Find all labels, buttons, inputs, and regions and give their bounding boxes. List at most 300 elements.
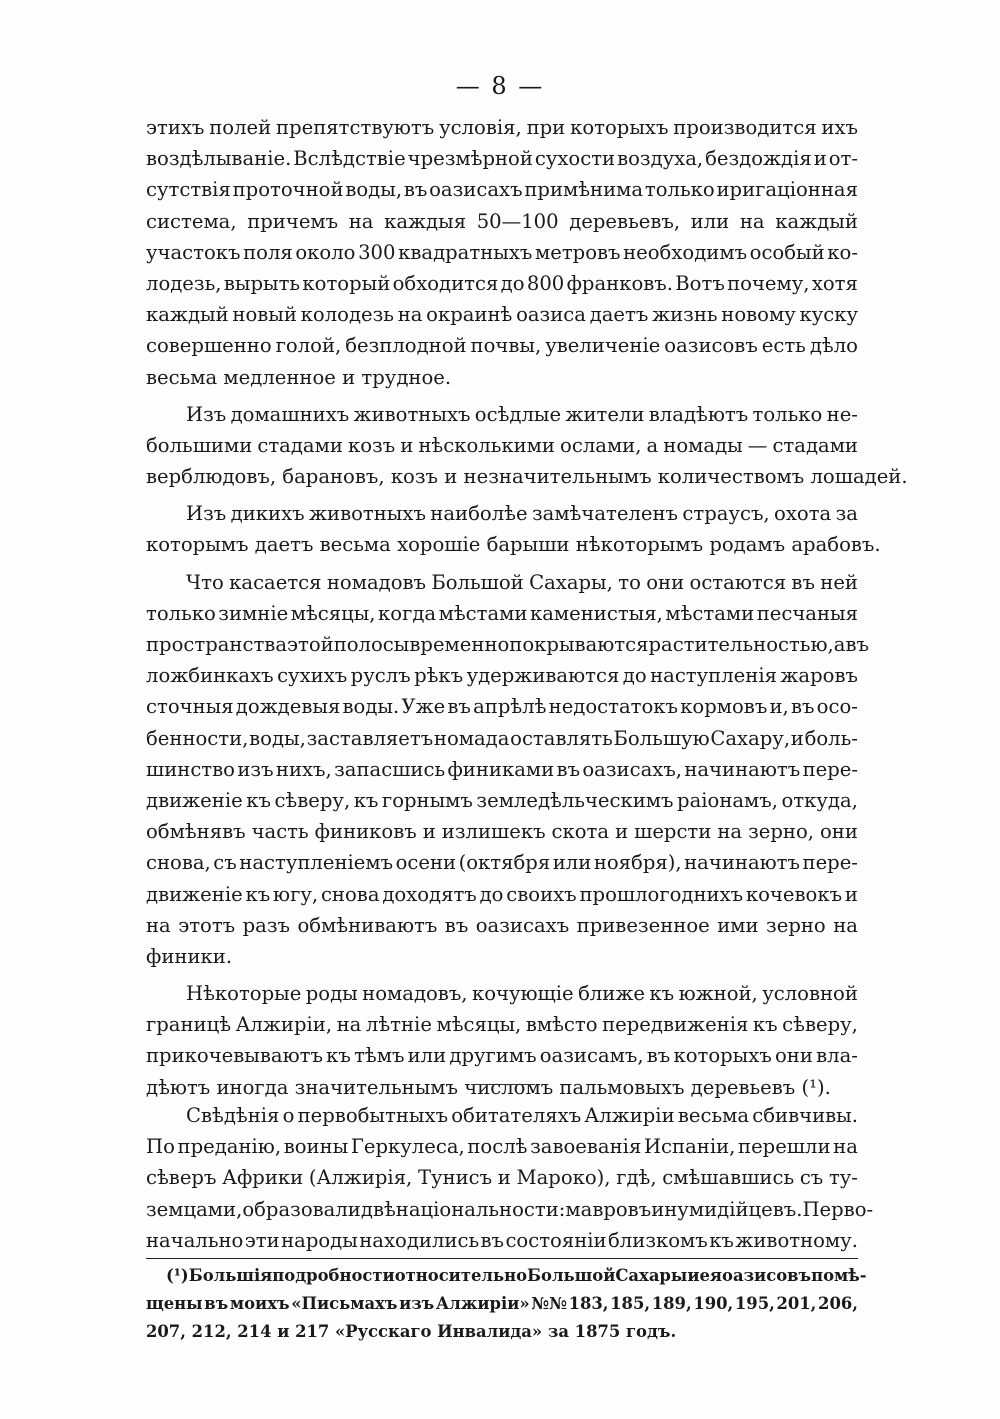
word: другимъ: [449, 1044, 537, 1068]
word: осени: [395, 851, 457, 875]
word: откуда,: [781, 788, 858, 812]
word: песчаныя: [756, 601, 858, 625]
word: страусъ,: [682, 502, 770, 526]
word: воды,: [249, 726, 306, 750]
word: животныхъ: [308, 502, 426, 526]
word: осо-: [816, 695, 858, 719]
word: земледѣльческимъ: [476, 788, 674, 812]
word: и: [687, 1266, 700, 1285]
word: 206,: [818, 1294, 858, 1313]
word: горнымъ: [381, 788, 473, 812]
word: и: [813, 147, 827, 171]
word: 217: [295, 1322, 335, 1341]
word: сѣверъ: [146, 1166, 217, 1190]
word: финиковъ: [314, 820, 417, 844]
word: къ: [353, 788, 379, 812]
word: хотя: [811, 271, 858, 295]
word: Африки: [222, 1166, 304, 1190]
word: номадовъ,: [362, 982, 468, 1006]
word: ближе: [578, 982, 645, 1006]
word: эти: [244, 1228, 280, 1252]
text-line: [146, 754, 858, 785]
word: совершенно: [146, 334, 272, 358]
word: раіонамъ,: [677, 788, 778, 812]
word: 185,: [610, 1294, 651, 1313]
word: вла-: [816, 1044, 858, 1068]
word: щены: [146, 1294, 203, 1313]
word: оазисахъ: [429, 178, 523, 202]
word: ней: [820, 570, 858, 594]
footnote-rule: [146, 1258, 858, 1259]
word: козъ: [390, 465, 445, 489]
word: безплодной: [345, 334, 467, 358]
word: Большія: [188, 1266, 273, 1285]
word: мавровъ: [565, 1197, 652, 1221]
word: медленное: [223, 365, 343, 389]
text-line: [146, 1131, 858, 1162]
word: каждый: [146, 303, 229, 327]
word: сухихъ: [277, 664, 348, 688]
word: шерсти: [634, 820, 712, 844]
word: примѣнима: [524, 178, 644, 202]
word: По: [146, 1135, 175, 1159]
word: въ: [646, 1044, 671, 1068]
word: они: [819, 820, 858, 844]
word: весьма: [319, 533, 398, 557]
word: или: [552, 851, 592, 875]
word: 190,: [693, 1294, 734, 1313]
word: Тунисъ: [417, 1166, 493, 1190]
word: чрезмѣрной: [407, 147, 533, 171]
word: система,: [146, 209, 237, 233]
word: и: [615, 820, 629, 844]
word: оазисовъ: [664, 334, 758, 358]
word: дѣютъ: [146, 1075, 217, 1099]
text-line: [146, 1262, 867, 1290]
word: метровъ: [534, 240, 621, 264]
word: кормовъ: [680, 695, 768, 719]
word: этотъ: [178, 913, 236, 937]
word: жаровъ: [780, 664, 858, 688]
word: земцами,: [146, 1197, 243, 1221]
word: дикихъ: [230, 502, 305, 526]
word: удерживаются: [466, 664, 620, 688]
word: наступленіемъ: [239, 851, 394, 875]
word: оазисахъ: [475, 913, 570, 937]
word: подробности: [272, 1266, 395, 1285]
word: финики.: [146, 944, 233, 968]
word: до: [500, 271, 525, 295]
word: Перво-: [802, 1197, 874, 1221]
word: касается: [229, 570, 322, 594]
word: которыхъ: [570, 116, 669, 139]
word: начинаютъ: [684, 757, 801, 781]
word: значительнымъ: [294, 1075, 465, 1099]
word: «Русскаго: [335, 1322, 438, 1341]
word: лошадей.: [810, 465, 908, 489]
word: иногда: [216, 1075, 295, 1099]
text-line: [146, 362, 858, 393]
word: національности:: [395, 1197, 566, 1221]
word: 214: [237, 1322, 278, 1341]
word: бенности,: [146, 726, 249, 750]
word: хорошіе: [397, 533, 487, 557]
word: а: [646, 433, 659, 457]
text-line: [146, 143, 858, 174]
word: запасшись: [334, 757, 446, 781]
word: своихъ: [506, 882, 577, 906]
word: Сахару,: [710, 726, 791, 750]
word: прошлогоднихъ: [579, 882, 744, 906]
word: дѣло: [809, 334, 858, 358]
text-line: [146, 598, 858, 629]
word: завоеванія: [530, 1135, 642, 1159]
word: 201,: [776, 1294, 817, 1313]
word: «Письмахъ: [291, 1294, 398, 1313]
word: незначительнымъ: [463, 465, 658, 489]
word: этой: [287, 633, 334, 656]
word: наиболѣе: [430, 502, 528, 526]
word: то: [618, 570, 641, 594]
word: югу,: [273, 882, 319, 906]
word: финиками: [447, 757, 555, 781]
word: 195,: [734, 1294, 775, 1313]
word: 50—100: [476, 209, 559, 233]
word: бездождія: [705, 147, 812, 171]
word: сточныя: [146, 695, 234, 719]
word: растительностью,: [648, 633, 834, 656]
word: разъ: [242, 913, 290, 937]
word: (¹): [166, 1266, 189, 1285]
word: Алжиріи»: [435, 1294, 530, 1313]
word: только: [752, 402, 823, 426]
word: на: [348, 209, 374, 233]
text-line: [146, 330, 858, 361]
word: Алжиріи,: [235, 1013, 333, 1037]
word: боль-: [804, 726, 858, 750]
text-line: [146, 1194, 874, 1225]
word: Изъ: [186, 502, 227, 526]
word: дождевыя: [235, 695, 341, 719]
word: пере-: [802, 757, 858, 781]
word: кочующіе: [471, 982, 574, 1006]
text-line: [146, 237, 858, 268]
word: сухости: [534, 147, 616, 171]
word: и: [444, 465, 464, 489]
word: ко-: [827, 240, 858, 264]
word: временно: [409, 633, 510, 656]
word: увеличеніе: [545, 334, 661, 358]
text-line: [146, 1318, 858, 1346]
word: изъ: [237, 757, 274, 781]
word: они: [646, 570, 685, 594]
text-line: [146, 529, 881, 560]
word: южной,: [678, 982, 758, 1006]
word: движеніе: [146, 788, 243, 812]
word: за: [547, 1322, 575, 1341]
text-line: [146, 978, 858, 1009]
word: помѣ-: [811, 1266, 867, 1285]
word: ложбинкахъ: [146, 664, 274, 688]
word: въ: [791, 570, 815, 594]
text-line: [146, 1162, 858, 1193]
word: Что: [186, 570, 224, 594]
word: границѣ: [146, 1013, 232, 1037]
text-line: [146, 268, 858, 299]
word: до: [622, 664, 647, 688]
word: передвиженія: [602, 1013, 749, 1037]
word: тѣмъ: [354, 1044, 405, 1068]
word: жители: [565, 402, 645, 426]
word: окраинѣ: [426, 303, 513, 327]
word: мѣстами: [665, 601, 755, 625]
word: образовали: [242, 1197, 361, 1221]
word: и: [422, 820, 436, 844]
word: 1875: [574, 1322, 626, 1341]
word: когда: [378, 601, 437, 625]
word: въ: [444, 913, 469, 937]
word: Вотъ: [675, 271, 725, 295]
word: пространства: [146, 633, 288, 656]
word: сутствія: [146, 178, 231, 202]
word: зимніе: [218, 601, 289, 625]
word: который: [302, 271, 391, 295]
text-line: [146, 1290, 858, 1318]
word: почвы,: [470, 334, 542, 358]
word: воздуха,: [617, 147, 704, 171]
word: Сахары: [615, 1266, 688, 1285]
word: привезенное: [576, 913, 710, 937]
text-line: [146, 816, 858, 847]
text-line: [146, 299, 858, 330]
text-line: [146, 112, 858, 143]
word: кочевокъ: [745, 882, 843, 906]
word: голой,: [275, 334, 342, 358]
word: наступленія: [650, 664, 777, 688]
word: они: [774, 1044, 813, 1068]
section-two-text: [146, 1100, 874, 1256]
word: ея: [699, 1266, 723, 1285]
word: особый: [749, 240, 825, 264]
word: о: [282, 1104, 295, 1127]
main-text: [146, 112, 908, 1103]
word: козъ: [347, 433, 396, 457]
word: излишекъ: [441, 820, 546, 844]
word: Большой: [431, 570, 524, 594]
word: замѣчателенъ: [531, 502, 679, 526]
word: Алжиріи: [584, 1104, 675, 1127]
word: въ: [447, 695, 471, 719]
word: родамъ: [709, 533, 792, 557]
word: въ: [845, 633, 869, 656]
text-line: [146, 723, 858, 754]
word: животному.: [735, 1228, 858, 1252]
word: двѣ: [360, 1197, 396, 1221]
word: и: [497, 1166, 511, 1190]
word: доходятъ: [382, 882, 477, 906]
word: къ: [649, 982, 675, 1006]
word: воды,: [345, 178, 403, 202]
word: оазисамъ,: [539, 1044, 644, 1068]
word: 212,: [191, 1322, 238, 1341]
word: и: [277, 1322, 296, 1341]
word: годъ.: [626, 1322, 677, 1341]
page-number: — 8 —: [455, 72, 545, 100]
word: весьма: [146, 365, 224, 389]
word: необходимъ: [623, 240, 748, 264]
word: этихъ: [146, 116, 205, 139]
word: большими: [146, 433, 253, 457]
word: скота: [551, 820, 610, 844]
word: пере-: [802, 851, 858, 875]
word: препятствуютъ: [276, 116, 435, 139]
text-line: [146, 1100, 858, 1131]
word: къ: [246, 788, 271, 812]
word: около: [295, 240, 356, 264]
word: только: [644, 178, 715, 202]
word: барыши: [486, 533, 576, 557]
word: причемъ: [247, 209, 339, 233]
word: даетъ: [254, 533, 320, 557]
word: охота: [774, 502, 832, 526]
word: обмѣниваютъ: [297, 913, 438, 937]
word: и: [844, 882, 858, 906]
word: ими: [717, 913, 759, 937]
word: поля: [243, 240, 293, 264]
word: рѣкъ: [414, 664, 464, 688]
word: участокъ: [146, 240, 241, 264]
word: близкомъ: [608, 1228, 708, 1252]
word: домашнихъ: [230, 402, 350, 426]
word: изъ: [399, 1294, 435, 1313]
word: съ: [799, 1166, 824, 1190]
word: Уже: [401, 695, 446, 719]
word: преданію,: [177, 1135, 282, 1159]
word: сѣверу,: [782, 1013, 858, 1037]
word: номадовъ: [326, 570, 426, 594]
word: Вслѣдствіе: [293, 147, 406, 171]
word: обитателяхъ: [451, 1104, 582, 1127]
word: Геркулеса,: [350, 1135, 465, 1159]
word: (Алжирія,: [308, 1166, 413, 1190]
word: ослами,: [560, 433, 642, 457]
word: руслъ: [350, 664, 411, 688]
text-line: [146, 629, 869, 660]
word: вырыть: [223, 271, 301, 295]
word: моихъ: [229, 1294, 290, 1313]
word: а: [833, 633, 846, 656]
word: сѣверу,: [274, 788, 351, 812]
word: находились: [359, 1228, 480, 1252]
word: часть: [251, 820, 309, 844]
word: каменистыя,: [529, 601, 663, 625]
word: мѣстами: [438, 601, 528, 625]
word: начинаютъ: [684, 851, 800, 875]
word: иригаціонная: [716, 178, 858, 202]
word: стадами: [772, 433, 858, 457]
word: почему,: [727, 271, 810, 295]
text-line: [146, 399, 858, 430]
word: и,: [769, 695, 789, 719]
word: въ: [556, 757, 581, 781]
word: полосы: [333, 633, 410, 656]
word: от-: [828, 147, 858, 171]
word: на: [717, 820, 743, 844]
word: пальмовыхъ: [559, 1075, 691, 1099]
word: на: [739, 209, 765, 233]
word: Изъ: [186, 402, 227, 426]
word: нѣсколькими: [418, 433, 555, 457]
word: номады: [663, 433, 743, 457]
word: арабовъ.: [791, 533, 881, 557]
word: стадами: [257, 433, 343, 457]
word: условія,: [439, 116, 522, 139]
word: недостатокъ: [548, 695, 678, 719]
word: (октября: [458, 851, 551, 875]
word: движеніе: [146, 882, 243, 906]
word: послѣ: [467, 1135, 528, 1159]
word: на: [833, 913, 858, 937]
word: оазиса: [516, 303, 586, 327]
word: гдѣ,: [616, 1166, 657, 1190]
text-line: [146, 498, 858, 529]
text-line: [146, 1072, 858, 1103]
word: и: [651, 1197, 665, 1221]
word: прикочевываютъ: [146, 1044, 323, 1068]
text-line: [146, 910, 858, 941]
word: или: [690, 209, 730, 233]
word: снова: [320, 882, 380, 906]
word: мѣсяцы,: [290, 601, 376, 625]
word: роды: [305, 982, 358, 1006]
word: лѣтніе: [365, 1013, 432, 1037]
word: начально: [146, 1228, 244, 1252]
word: деревьевъ,: [569, 209, 681, 233]
word: лодезь,: [146, 271, 222, 295]
word: осѣдлые: [474, 402, 562, 426]
text-line: [146, 691, 858, 722]
word: Свѣдѣнія: [186, 1104, 280, 1127]
word: номада: [433, 726, 510, 750]
word: въ: [403, 178, 428, 202]
word: въ: [480, 1228, 505, 1252]
word: жизнь: [652, 303, 718, 327]
word: на: [833, 1135, 858, 1159]
word: барановъ,: [282, 465, 391, 489]
word: въ: [204, 1294, 229, 1313]
word: народы: [281, 1228, 358, 1252]
text-line: [146, 174, 858, 205]
word: деревьевъ: [690, 1075, 802, 1099]
word: до: [479, 882, 504, 906]
text-line: [146, 785, 858, 816]
word: вмѣсто: [525, 1013, 598, 1037]
word: весьма: [677, 1104, 750, 1127]
word: полей: [209, 116, 272, 139]
word: апрѣлѣ: [473, 695, 547, 719]
word: нѣкоторымъ: [575, 533, 710, 557]
word: воды.: [342, 695, 400, 719]
word: за: [835, 502, 858, 526]
text-line: [146, 847, 858, 878]
word: верблюдовъ,: [146, 465, 283, 489]
text-line: [146, 1225, 858, 1256]
word: состояніи: [505, 1228, 607, 1252]
word: воздѣлываніе.: [146, 147, 292, 171]
word: къ: [709, 1228, 734, 1252]
word: ноября),: [593, 851, 682, 875]
word: съ: [213, 851, 237, 875]
